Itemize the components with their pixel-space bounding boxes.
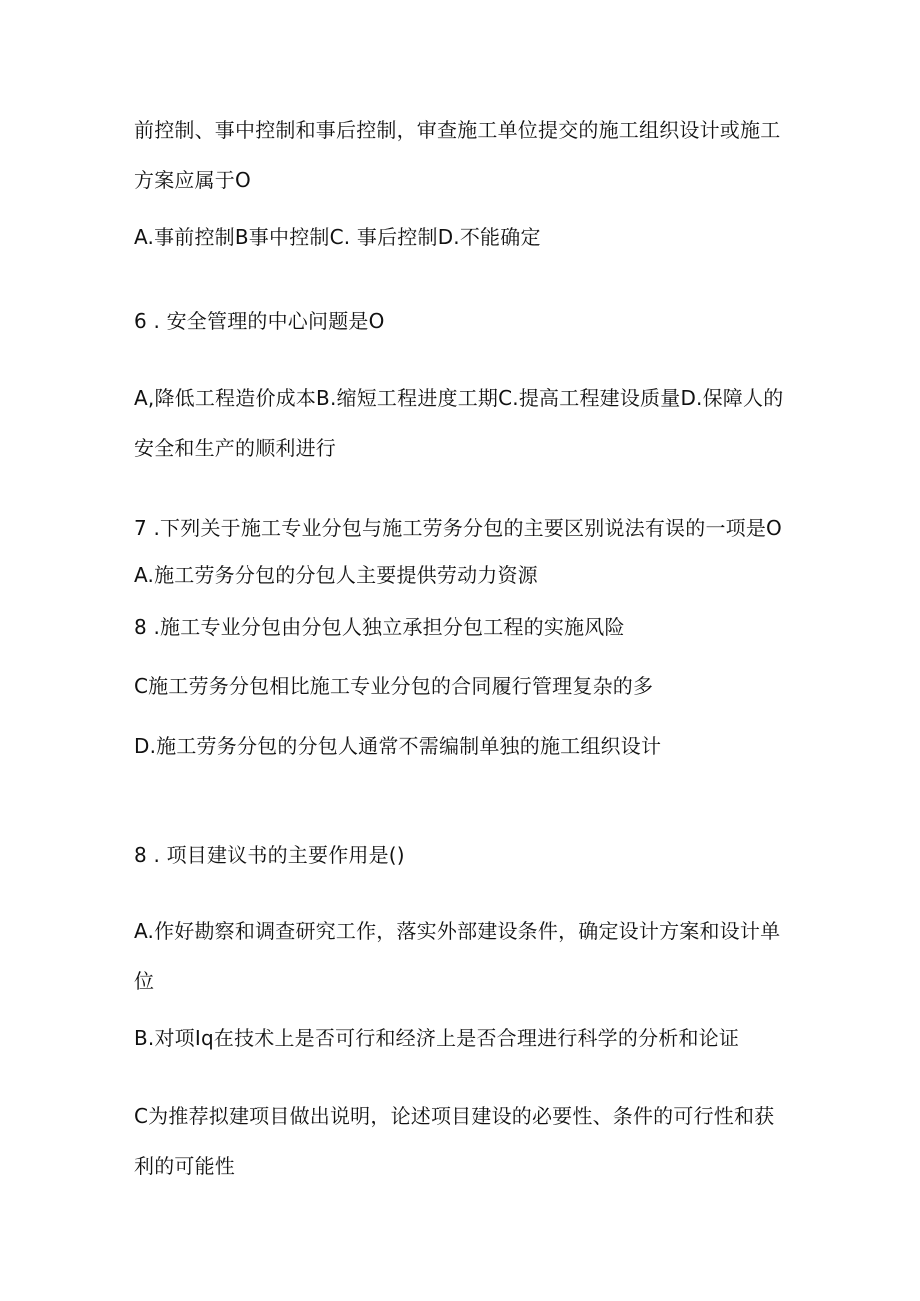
option-line-q6: A,降低工程造价成本B.缩短工程进度工期C.提高工程建设质量D.保障人的 bbox=[134, 386, 784, 410]
option-d-q7: D.施工劳务分包的分包人通常不需编制单独的施工组织设计 bbox=[134, 734, 662, 758]
question-8: 8 . 项目建议书的主要作用是() bbox=[134, 843, 405, 867]
option-line-q6-cont: 安全和生产的顺利进行 bbox=[134, 436, 336, 460]
text-line-1: 前控制、事中控制和事后控制，审查施工单位提交的施工组织设计或施工 bbox=[134, 118, 781, 142]
option-a-q8-cont: 位 bbox=[134, 969, 155, 993]
option-b-q7: 8 .施工专业分包由分包人独立承担分包工程的实施风险 bbox=[134, 615, 625, 639]
option-a-q8: A.作好勘察和调查研究工作，落实外部建设条件，确定设计方案和设计单 bbox=[134, 919, 781, 943]
option-c-q7: C施工劳务分包相比施工专业分包的合同履行管理复杂的多 bbox=[134, 674, 654, 698]
option-c-q8: C为推荐拟建项目做出说明，论述项目建设的必要性、条件的可行性和获 bbox=[134, 1104, 775, 1128]
question-6: 6 . 安全管理的中心问题是O bbox=[134, 309, 385, 333]
option-a-q7: A.施工劳务分包的分包人主要提供劳动力资源 bbox=[134, 563, 538, 587]
option-b-q8: B.对项Iq在技术上是否可行和经济上是否合理进行科学的分析和论证 bbox=[134, 1026, 740, 1050]
text-line-2: 方案应属于O bbox=[134, 168, 251, 192]
option-c-q8-cont: 利的可能性 bbox=[134, 1154, 235, 1178]
question-7: 7 .下列关于施工专业分包与施工劳务分包的主要区别说法有误的一项是O bbox=[134, 516, 782, 540]
option-line-q5: A.事前控制B事中控制C. 事后控制D.不能确定 bbox=[134, 225, 541, 249]
